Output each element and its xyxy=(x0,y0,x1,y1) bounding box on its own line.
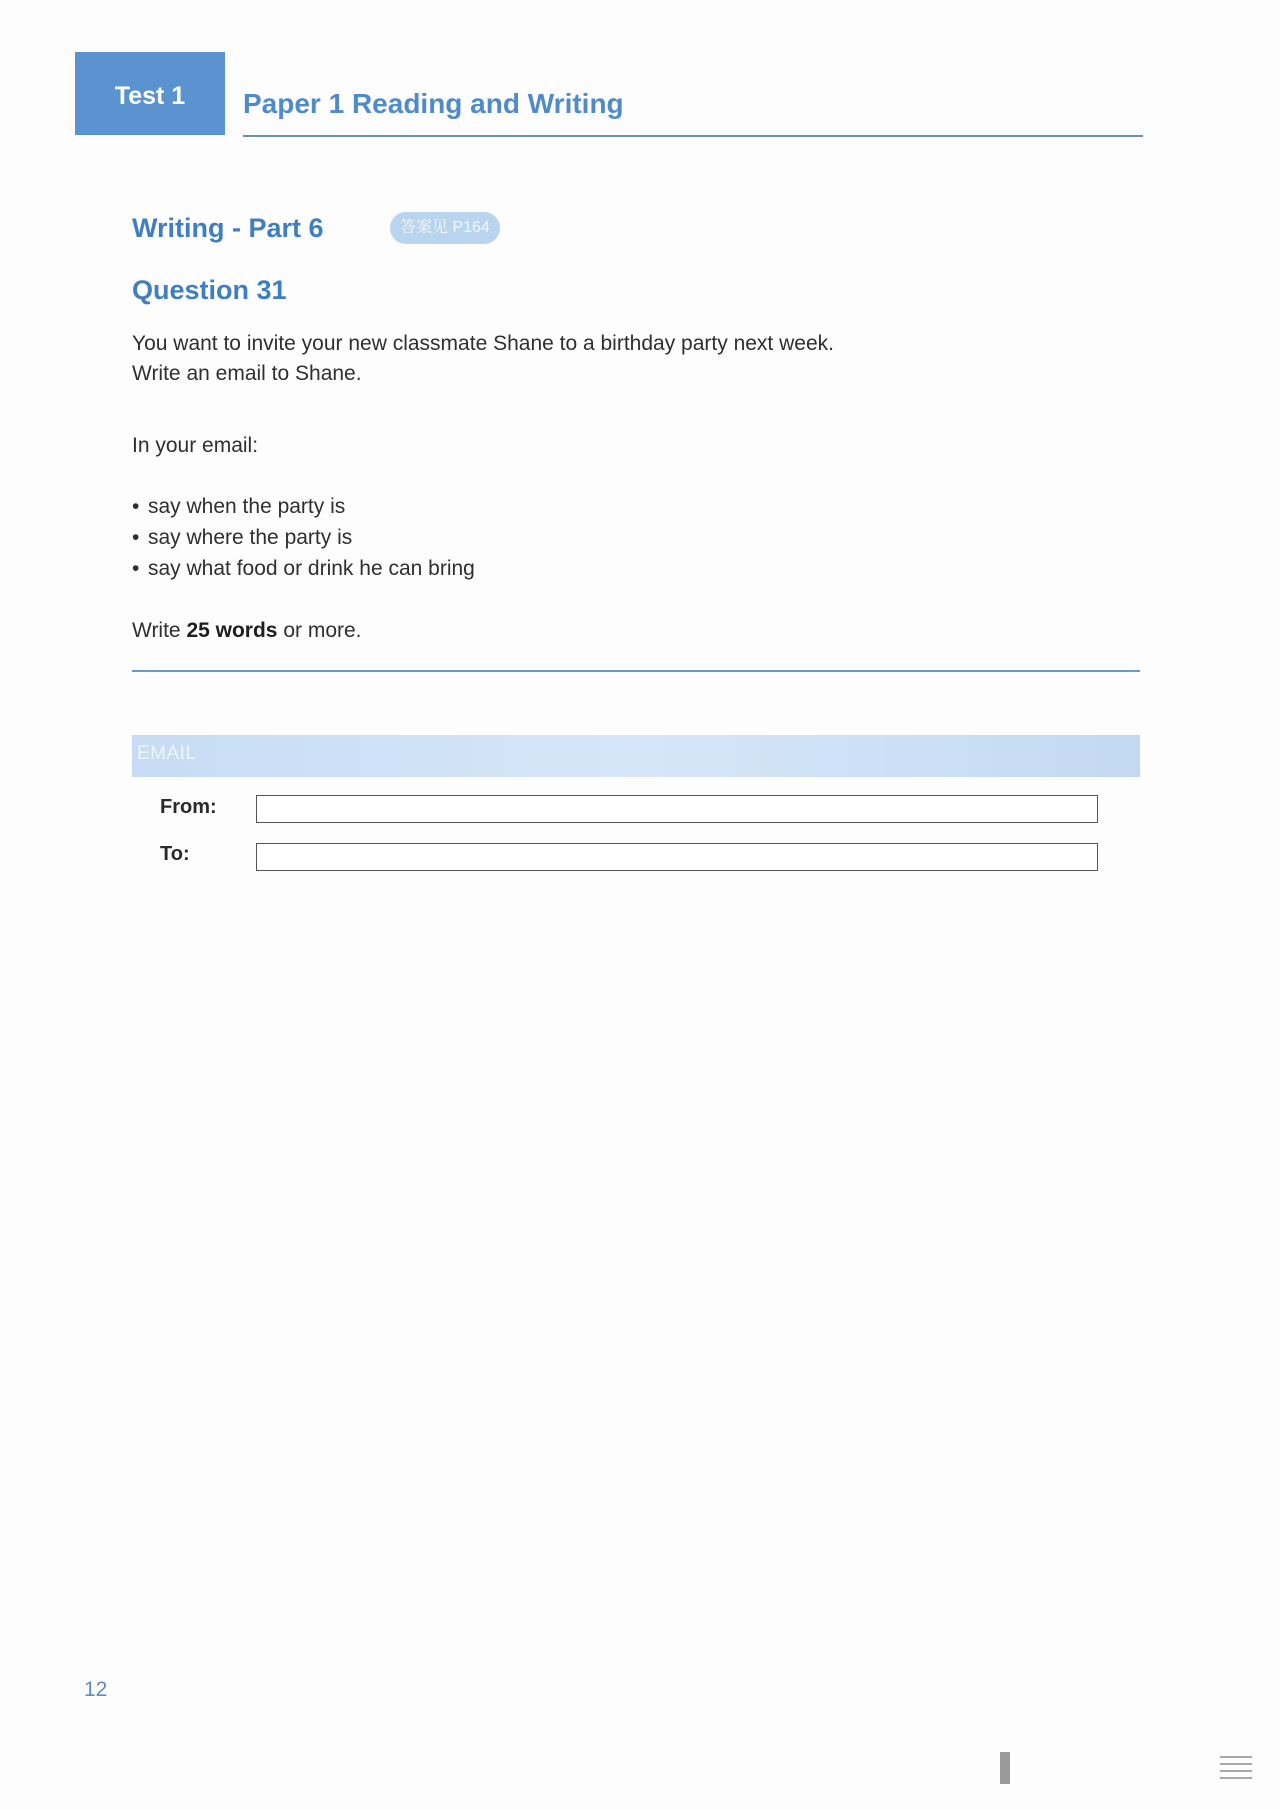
scan-artifact xyxy=(1000,1752,1010,1784)
word-limit-pre: Write xyxy=(132,619,187,642)
word-limit-count: 25 words xyxy=(186,619,278,642)
from-field[interactable] xyxy=(256,795,1098,823)
bullet-text: say where the party is xyxy=(148,526,353,549)
scan-artifact-lines xyxy=(1220,1756,1252,1784)
bullet-text: say what food or drink he can bring xyxy=(148,557,475,580)
to-label: To: xyxy=(160,843,190,865)
bullet-text: say when the party is xyxy=(148,495,346,518)
header-divider xyxy=(243,135,1143,137)
bullet-icon: • xyxy=(132,557,140,580)
section-divider xyxy=(132,670,1140,672)
paper-title: Paper 1 Reading and Writing xyxy=(243,88,624,119)
bullet-icon: • xyxy=(132,495,140,518)
bullet-item xyxy=(132,526,352,550)
test-tab xyxy=(75,52,225,135)
question-title: Question 31 xyxy=(132,275,287,305)
word-limit-post: or more. xyxy=(277,619,362,642)
in-your-email-label: In your email: xyxy=(132,434,259,457)
answer-reference-badge: 答案见 P164 xyxy=(390,212,500,244)
bullet-item xyxy=(132,557,475,581)
email-header-bar xyxy=(132,735,1140,777)
test-tab-label: Test 1 xyxy=(114,82,186,110)
bullet-icon: • xyxy=(132,526,140,549)
section-title: Writing - Part 6 xyxy=(132,213,324,243)
to-field[interactable] xyxy=(256,843,1098,871)
from-label: From: xyxy=(160,796,217,818)
bullet-item xyxy=(132,495,345,519)
task-instruction-line-2: Write an email to Shane. xyxy=(132,362,362,385)
task-instruction-line-1: You want to invite your new classmate Shane to a birthday party next week. xyxy=(132,332,834,355)
word-limit-instruction xyxy=(132,619,362,643)
page-number: 12 xyxy=(84,1678,108,1701)
email-header-label: EMAIL xyxy=(137,743,197,764)
